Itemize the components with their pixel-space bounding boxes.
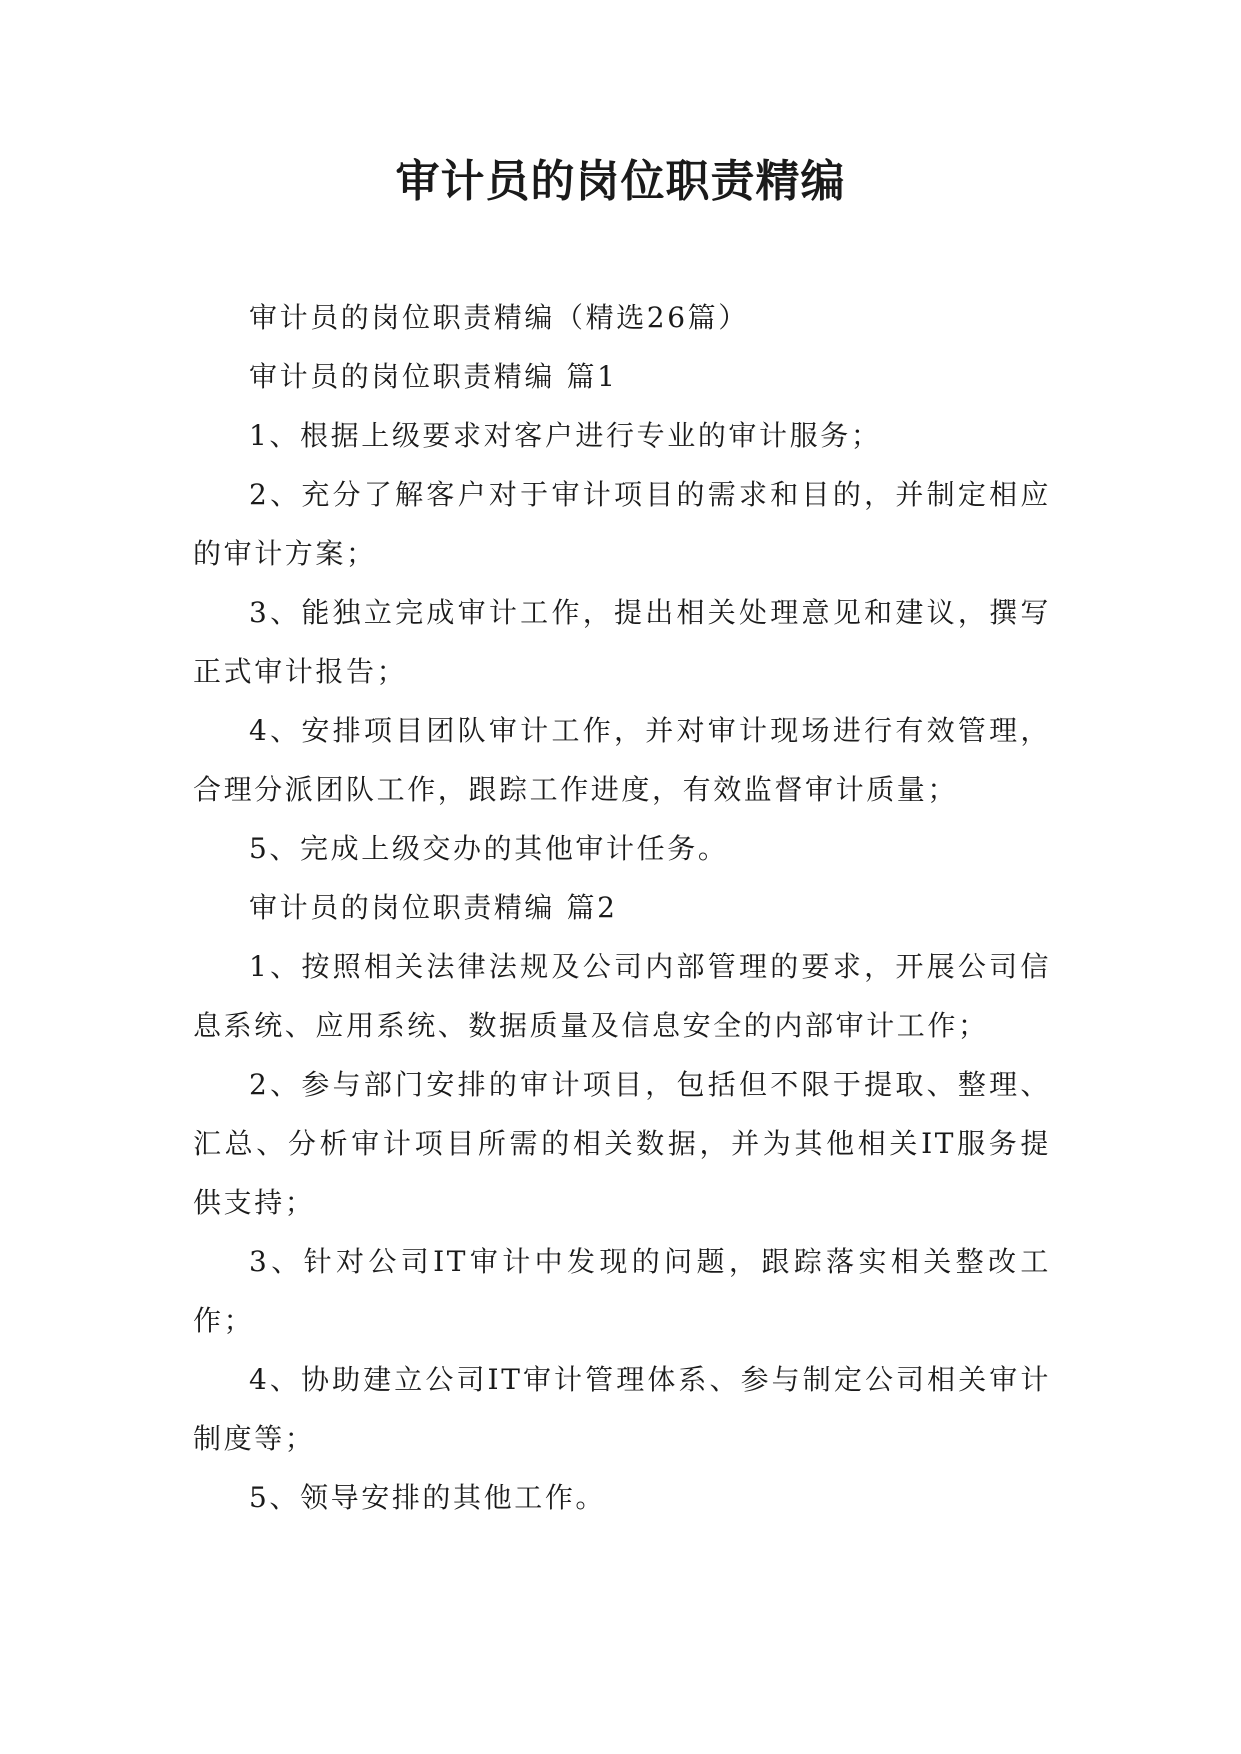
- document-title: 审计员的岗位职责精编: [395, 156, 846, 207]
- section-heading: 审计员的岗位职责精编 篇1: [249, 360, 618, 393]
- paragraph: 1、按照相关法律法规及公司内部管理的要求，开展公司信息系统、应用系统、数据质量及信息安全的内部审计工作；: [193, 950, 1051, 1042]
- section-heading: 审计员的岗位职责精编 篇2: [249, 891, 618, 924]
- paragraph: 1、根据上级要求对客户进行专业的审计服务；: [249, 419, 882, 452]
- paragraph: 2、参与部门安排的审计项目，包括但不限于提取、整理、汇总、分析审计项目所需的相关数据，并为其他相关IT服务提供支持；: [193, 1068, 1051, 1219]
- paragraph: 5、领导安排的其他工作。: [249, 1481, 607, 1514]
- paragraph: 3、能独立完成审计工作，提出相关处理意见和建议，撰写正式审计报告；: [193, 596, 1051, 688]
- paragraph: 4、协助建立公司IT审计管理体系、参与制定公司相关审计制度等；: [193, 1363, 1051, 1455]
- paragraph: 5、完成上级交办的其他审计任务。: [249, 832, 729, 865]
- paragraph: 4、安排项目团队审计工作，并对审计现场进行有效管理，合理分派团队工作，跟踪工作进度，有效监督审计质量；: [193, 714, 1051, 806]
- document-body: [193, 288, 1051, 1527]
- paragraph: 3、针对公司IT审计中发现的问题，跟踪落实相关整改工作；: [193, 1245, 1051, 1337]
- paragraph: 2、充分了解客户对于审计项目的需求和目的，并制定相应的审计方案；: [193, 478, 1051, 570]
- paragraph: 审计员的岗位职责精编（精选26篇）: [249, 301, 749, 334]
